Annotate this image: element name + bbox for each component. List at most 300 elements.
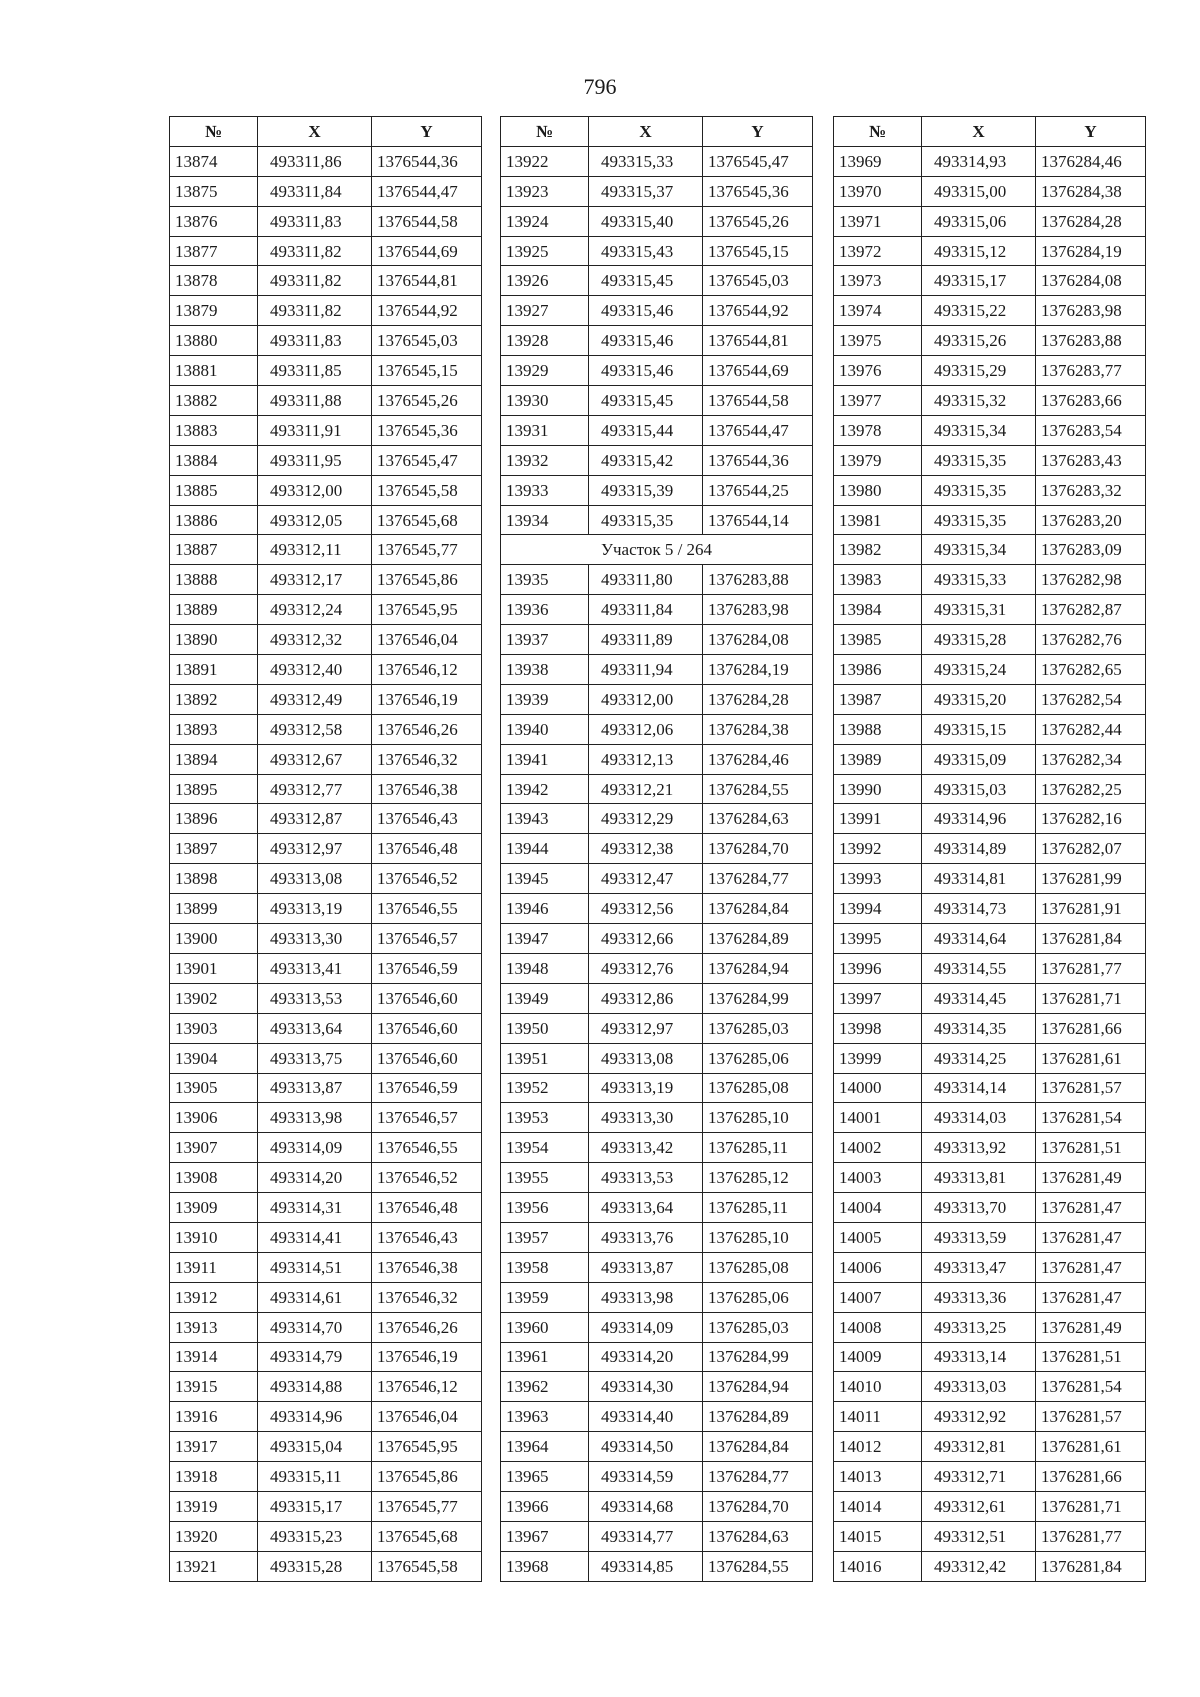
y-coordinate-cell: 1376544,36 [703, 445, 813, 475]
y-coordinate-cell: 1376283,66 [1036, 386, 1146, 416]
y-coordinate-cell: 1376282,98 [1036, 565, 1146, 595]
x-coordinate-cell: 493315,39 [589, 475, 703, 505]
point-number-cell: 13978 [834, 415, 922, 445]
table-row [834, 1402, 1146, 1432]
x-coordinate-cell: 493314,25 [922, 1043, 1036, 1073]
table-row [501, 1252, 813, 1282]
x-coordinate-cell: 493312,40 [258, 655, 372, 685]
x-coordinate-cell: 493315,46 [589, 326, 703, 356]
x-coordinate-cell: 493314,89 [922, 834, 1036, 864]
table-row [501, 924, 813, 954]
table-row [834, 1462, 1146, 1492]
table-row [501, 1372, 813, 1402]
table-row [170, 1193, 482, 1223]
point-number-cell: 14007 [834, 1282, 922, 1312]
point-number-cell: 13974 [834, 296, 922, 326]
y-coordinate-cell: 1376545,47 [703, 146, 813, 176]
point-number-cell: 13972 [834, 236, 922, 266]
point-number-cell: 13957 [501, 1222, 589, 1252]
table-row [501, 953, 813, 983]
table-row [501, 1432, 813, 1462]
y-coordinate-cell: 1376546,48 [372, 1193, 482, 1223]
table-row [170, 176, 482, 206]
table-row [170, 266, 482, 296]
table-row [834, 924, 1146, 954]
y-coordinate-cell: 1376546,57 [372, 1103, 482, 1133]
point-number-cell: 13936 [501, 595, 589, 625]
y-coordinate-cell: 1376284,77 [703, 1462, 813, 1492]
table-row [170, 386, 482, 416]
x-coordinate-cell: 493312,21 [589, 774, 703, 804]
y-coordinate-cell: 1376546,43 [372, 804, 482, 834]
x-coordinate-cell: 493312,11 [258, 535, 372, 565]
table-row [170, 1342, 482, 1372]
x-coordinate-cell: 493311,80 [589, 565, 703, 595]
table-row [834, 475, 1146, 505]
point-number-cell: 13929 [501, 356, 589, 386]
table-row [170, 1551, 482, 1581]
table-row [501, 1013, 813, 1043]
y-coordinate-cell: 1376285,03 [703, 1013, 813, 1043]
header-x: X [589, 117, 703, 147]
x-coordinate-cell: 493315,00 [922, 176, 1036, 206]
point-number-cell: 13952 [501, 1073, 589, 1103]
y-coordinate-cell: 1376545,26 [372, 386, 482, 416]
x-coordinate-cell: 493314,03 [922, 1103, 1036, 1133]
point-number-cell: 13956 [501, 1193, 589, 1223]
y-coordinate-cell: 1376544,36 [372, 146, 482, 176]
point-number-cell: 13881 [170, 356, 258, 386]
point-number-cell: 13900 [170, 924, 258, 954]
y-coordinate-cell: 1376283,09 [1036, 535, 1146, 565]
x-coordinate-cell: 493314,64 [922, 924, 1036, 954]
y-coordinate-cell: 1376546,52 [372, 864, 482, 894]
table-row [170, 1222, 482, 1252]
x-coordinate-cell: 493312,29 [589, 804, 703, 834]
table-row [501, 714, 813, 744]
y-coordinate-cell: 1376284,70 [703, 834, 813, 864]
point-number-cell: 13883 [170, 415, 258, 445]
y-coordinate-cell: 1376284,77 [703, 864, 813, 894]
table-row [834, 1372, 1146, 1402]
x-coordinate-cell: 493315,42 [589, 445, 703, 475]
table-row [834, 625, 1146, 655]
point-number-cell: 13891 [170, 655, 258, 685]
section-row [501, 535, 813, 565]
x-coordinate-cell: 493312,42 [922, 1551, 1036, 1581]
x-coordinate-cell: 493315,34 [922, 415, 1036, 445]
x-coordinate-cell: 493315,15 [922, 714, 1036, 744]
point-number-cell: 13888 [170, 565, 258, 595]
table-row [834, 206, 1146, 236]
x-coordinate-cell: 493313,30 [589, 1103, 703, 1133]
point-number-cell: 13916 [170, 1402, 258, 1432]
header-y: Y [1036, 117, 1146, 147]
table-row [501, 834, 813, 864]
y-coordinate-cell: 1376281,57 [1036, 1402, 1146, 1432]
x-coordinate-cell: 493312,47 [589, 864, 703, 894]
point-number-cell: 13928 [501, 326, 589, 356]
table-row [501, 326, 813, 356]
x-coordinate-cell: 493314,77 [589, 1521, 703, 1551]
y-coordinate-cell: 1376545,77 [372, 1491, 482, 1521]
x-coordinate-cell: 493313,64 [258, 1013, 372, 1043]
y-coordinate-cell: 1376545,26 [703, 206, 813, 236]
point-number-cell: 13941 [501, 744, 589, 774]
table-row [501, 1551, 813, 1581]
x-coordinate-cell: 493313,59 [922, 1222, 1036, 1252]
table-row [501, 684, 813, 714]
table-row [170, 1462, 482, 1492]
point-number-cell: 13939 [501, 684, 589, 714]
table-row [834, 864, 1146, 894]
table-row [834, 744, 1146, 774]
x-coordinate-cell: 493312,38 [589, 834, 703, 864]
y-coordinate-cell: 1376283,88 [1036, 326, 1146, 356]
x-coordinate-cell: 493313,64 [589, 1193, 703, 1223]
x-coordinate-cell: 493312,51 [922, 1521, 1036, 1551]
table-row [834, 1013, 1146, 1043]
y-coordinate-cell: 1376546,04 [372, 625, 482, 655]
x-coordinate-cell: 493311,91 [258, 415, 372, 445]
table-row [170, 834, 482, 864]
y-coordinate-cell: 1376545,58 [372, 475, 482, 505]
table-row [170, 625, 482, 655]
table-row [501, 804, 813, 834]
y-coordinate-cell: 1376282,07 [1036, 834, 1146, 864]
table-row [170, 1043, 482, 1073]
y-coordinate-cell: 1376285,12 [703, 1163, 813, 1193]
x-coordinate-cell: 493315,33 [589, 146, 703, 176]
table-row [170, 445, 482, 475]
table-row [501, 176, 813, 206]
y-coordinate-cell: 1376546,32 [372, 1282, 482, 1312]
point-number-cell: 13889 [170, 595, 258, 625]
y-coordinate-cell: 1376284,08 [1036, 266, 1146, 296]
y-coordinate-cell: 1376284,55 [703, 1551, 813, 1581]
y-coordinate-cell: 1376546,60 [372, 1013, 482, 1043]
x-coordinate-cell: 493313,87 [589, 1252, 703, 1282]
x-coordinate-cell: 493311,86 [258, 146, 372, 176]
x-coordinate-cell: 493313,98 [258, 1103, 372, 1133]
y-coordinate-cell: 1376546,60 [372, 983, 482, 1013]
y-coordinate-cell: 1376285,06 [703, 1282, 813, 1312]
table-row [501, 266, 813, 296]
table-row [834, 774, 1146, 804]
x-coordinate-cell: 493311,82 [258, 296, 372, 326]
y-coordinate-cell: 1376285,10 [703, 1222, 813, 1252]
point-number-cell: 13926 [501, 266, 589, 296]
y-coordinate-cell: 1376284,84 [703, 1432, 813, 1462]
table-row [170, 326, 482, 356]
table-row [834, 804, 1146, 834]
x-coordinate-cell: 493314,93 [922, 146, 1036, 176]
x-coordinate-cell: 493314,85 [589, 1551, 703, 1581]
point-number-cell: 13935 [501, 565, 589, 595]
table-row [834, 1222, 1146, 1252]
y-coordinate-cell: 1376281,71 [1036, 1491, 1146, 1521]
y-coordinate-cell: 1376546,19 [372, 1342, 482, 1372]
y-coordinate-cell: 1376545,95 [372, 595, 482, 625]
x-coordinate-cell: 493312,32 [258, 625, 372, 655]
x-coordinate-cell: 493312,00 [258, 475, 372, 505]
point-number-cell: 13999 [834, 1043, 922, 1073]
y-coordinate-cell: 1376281,47 [1036, 1193, 1146, 1223]
x-coordinate-cell: 493313,70 [922, 1193, 1036, 1223]
x-coordinate-cell: 493312,05 [258, 505, 372, 535]
x-coordinate-cell: 493314,51 [258, 1252, 372, 1282]
table-row [170, 1432, 482, 1462]
x-coordinate-cell: 493311,85 [258, 356, 372, 386]
point-number-cell: 13909 [170, 1193, 258, 1223]
table-row [834, 1342, 1146, 1372]
table-row [501, 565, 813, 595]
y-coordinate-cell: 1376283,43 [1036, 445, 1146, 475]
section-title: Участок 5 / 264 [501, 535, 813, 565]
y-coordinate-cell: 1376546,48 [372, 834, 482, 864]
y-coordinate-cell: 1376285,10 [703, 1103, 813, 1133]
x-coordinate-cell: 493314,31 [258, 1193, 372, 1223]
x-coordinate-cell: 493315,23 [258, 1521, 372, 1551]
x-coordinate-cell: 493313,08 [258, 864, 372, 894]
table-row [834, 1103, 1146, 1133]
x-coordinate-cell: 493314,96 [922, 804, 1036, 834]
point-number-cell: 13996 [834, 953, 922, 983]
x-coordinate-cell: 493315,09 [922, 744, 1036, 774]
y-coordinate-cell: 1376284,63 [703, 804, 813, 834]
x-coordinate-cell: 493313,53 [589, 1163, 703, 1193]
table-row [501, 1402, 813, 1432]
x-coordinate-cell: 493313,30 [258, 924, 372, 954]
y-coordinate-cell: 1376283,32 [1036, 475, 1146, 505]
x-coordinate-cell: 493315,24 [922, 655, 1036, 685]
y-coordinate-cell: 1376545,03 [703, 266, 813, 296]
table-row [170, 1372, 482, 1402]
point-number-cell: 13932 [501, 445, 589, 475]
table-row [834, 983, 1146, 1013]
y-coordinate-cell: 1376284,46 [703, 744, 813, 774]
x-coordinate-cell: 493313,08 [589, 1043, 703, 1073]
y-coordinate-cell: 1376546,43 [372, 1222, 482, 1252]
x-coordinate-cell: 493313,92 [922, 1133, 1036, 1163]
table-row [501, 445, 813, 475]
x-coordinate-cell: 493313,14 [922, 1342, 1036, 1372]
y-coordinate-cell: 1376546,04 [372, 1402, 482, 1432]
table-row [170, 864, 482, 894]
y-coordinate-cell: 1376281,77 [1036, 953, 1146, 983]
y-coordinate-cell: 1376281,61 [1036, 1043, 1146, 1073]
x-coordinate-cell: 493315,17 [258, 1491, 372, 1521]
point-number-cell: 13994 [834, 894, 922, 924]
table-header-row [170, 117, 482, 147]
point-number-cell: 13955 [501, 1163, 589, 1193]
x-coordinate-cell: 493311,82 [258, 266, 372, 296]
table-row [170, 744, 482, 774]
x-coordinate-cell: 493315,43 [589, 236, 703, 266]
y-coordinate-cell: 1376544,92 [372, 296, 482, 326]
table-row [501, 1282, 813, 1312]
y-coordinate-cell: 1376284,94 [703, 1372, 813, 1402]
x-coordinate-cell: 493314,73 [922, 894, 1036, 924]
x-coordinate-cell: 493315,12 [922, 236, 1036, 266]
x-coordinate-cell: 493313,98 [589, 1282, 703, 1312]
table-row [170, 1521, 482, 1551]
table-row [170, 1013, 482, 1043]
point-number-cell: 14013 [834, 1462, 922, 1492]
y-coordinate-cell: 1376281,47 [1036, 1252, 1146, 1282]
table-row [170, 924, 482, 954]
table-row [834, 595, 1146, 625]
y-coordinate-cell: 1376544,81 [703, 326, 813, 356]
y-coordinate-cell: 1376545,15 [703, 236, 813, 266]
x-coordinate-cell: 493314,55 [922, 953, 1036, 983]
x-coordinate-cell: 493312,86 [589, 983, 703, 1013]
point-number-cell: 13992 [834, 834, 922, 864]
point-number-cell: 13887 [170, 535, 258, 565]
y-coordinate-cell: 1376281,47 [1036, 1222, 1146, 1252]
table-row [834, 1252, 1146, 1282]
point-number-cell: 13892 [170, 684, 258, 714]
x-coordinate-cell: 493313,41 [258, 953, 372, 983]
y-coordinate-cell: 1376544,69 [703, 356, 813, 386]
point-number-cell: 13877 [170, 236, 258, 266]
point-number-cell: 13986 [834, 655, 922, 685]
table-row [501, 1491, 813, 1521]
point-number-cell: 13905 [170, 1073, 258, 1103]
point-number-cell: 13971 [834, 206, 922, 236]
point-number-cell: 14000 [834, 1073, 922, 1103]
x-coordinate-cell: 493313,19 [258, 894, 372, 924]
table-row [170, 774, 482, 804]
point-number-cell: 13927 [501, 296, 589, 326]
table-row [501, 894, 813, 924]
point-number-cell: 14016 [834, 1551, 922, 1581]
y-coordinate-cell: 1376545,68 [372, 1521, 482, 1551]
point-number-cell: 14006 [834, 1252, 922, 1282]
point-number-cell: 13954 [501, 1133, 589, 1163]
table-row [501, 1133, 813, 1163]
y-coordinate-cell: 1376284,08 [703, 625, 813, 655]
table-row [170, 206, 482, 236]
point-number-cell: 13953 [501, 1103, 589, 1133]
point-number-cell: 13947 [501, 924, 589, 954]
y-coordinate-cell: 1376545,36 [703, 176, 813, 206]
table-row [170, 1133, 482, 1163]
y-coordinate-cell: 1376546,52 [372, 1163, 482, 1193]
table-row [170, 1312, 482, 1342]
point-number-cell: 13925 [501, 236, 589, 266]
point-number-cell: 13934 [501, 505, 589, 535]
point-number-cell: 13945 [501, 864, 589, 894]
table-row [170, 1282, 482, 1312]
y-coordinate-cell: 1376284,89 [703, 924, 813, 954]
x-coordinate-cell: 493314,45 [922, 983, 1036, 1013]
coordinates-table-3 [833, 116, 1146, 1582]
point-number-cell: 13879 [170, 296, 258, 326]
point-number-cell: 13906 [170, 1103, 258, 1133]
x-coordinate-cell: 493312,77 [258, 774, 372, 804]
table-row [170, 565, 482, 595]
y-coordinate-cell: 1376284,99 [703, 1342, 813, 1372]
table-row [170, 714, 482, 744]
table-row [501, 1521, 813, 1551]
table-row [170, 1073, 482, 1103]
y-coordinate-cell: 1376545,58 [372, 1551, 482, 1581]
x-coordinate-cell: 493315,17 [922, 266, 1036, 296]
x-coordinate-cell: 493312,97 [258, 834, 372, 864]
y-coordinate-cell: 1376546,38 [372, 1252, 482, 1282]
y-coordinate-cell: 1376544,81 [372, 266, 482, 296]
point-number-cell: 13890 [170, 625, 258, 655]
x-coordinate-cell: 493315,31 [922, 595, 1036, 625]
point-number-cell: 13882 [170, 386, 258, 416]
point-number-cell: 13977 [834, 386, 922, 416]
point-number-cell: 13895 [170, 774, 258, 804]
x-coordinate-cell: 493314,59 [589, 1462, 703, 1492]
table-row [501, 1043, 813, 1073]
y-coordinate-cell: 1376283,98 [703, 595, 813, 625]
y-coordinate-cell: 1376281,49 [1036, 1163, 1146, 1193]
y-coordinate-cell: 1376285,11 [703, 1133, 813, 1163]
point-number-cell: 13878 [170, 266, 258, 296]
x-coordinate-cell: 493312,06 [589, 714, 703, 744]
x-coordinate-cell: 493312,24 [258, 595, 372, 625]
x-coordinate-cell: 493314,40 [589, 1402, 703, 1432]
y-coordinate-cell: 1376284,55 [703, 774, 813, 804]
point-number-cell: 14011 [834, 1402, 922, 1432]
table-row [501, 386, 813, 416]
y-coordinate-cell: 1376284,28 [703, 684, 813, 714]
point-number-cell: 13951 [501, 1043, 589, 1073]
table-row [501, 1193, 813, 1223]
y-coordinate-cell: 1376284,38 [703, 714, 813, 744]
x-coordinate-cell: 493313,76 [589, 1222, 703, 1252]
y-coordinate-cell: 1376281,51 [1036, 1342, 1146, 1372]
point-number-cell: 13985 [834, 625, 922, 655]
y-coordinate-cell: 1376281,54 [1036, 1103, 1146, 1133]
x-coordinate-cell: 493315,28 [922, 625, 1036, 655]
point-number-cell: 13961 [501, 1342, 589, 1372]
table-row [501, 356, 813, 386]
y-coordinate-cell: 1376284,89 [703, 1402, 813, 1432]
x-coordinate-cell: 493312,13 [589, 744, 703, 774]
table-row [834, 505, 1146, 535]
x-coordinate-cell: 493313,03 [922, 1372, 1036, 1402]
y-coordinate-cell: 1376545,95 [372, 1432, 482, 1462]
table-row [834, 326, 1146, 356]
point-number-cell: 13987 [834, 684, 922, 714]
x-coordinate-cell: 493315,32 [922, 386, 1036, 416]
y-coordinate-cell: 1376546,59 [372, 953, 482, 983]
table-row [501, 744, 813, 774]
point-number-cell: 13973 [834, 266, 922, 296]
table-row [501, 146, 813, 176]
point-number-cell: 13885 [170, 475, 258, 505]
x-coordinate-cell: 493315,20 [922, 684, 1036, 714]
table-row [501, 415, 813, 445]
y-coordinate-cell: 1376281,66 [1036, 1013, 1146, 1043]
header-x: X [922, 117, 1036, 147]
header-no: № [834, 117, 922, 147]
point-number-cell: 13997 [834, 983, 922, 1013]
point-number-cell: 13911 [170, 1252, 258, 1282]
point-number-cell: 13975 [834, 326, 922, 356]
table-row [501, 1103, 813, 1133]
table-header-row [501, 117, 813, 147]
y-coordinate-cell: 1376544,69 [372, 236, 482, 266]
point-number-cell: 13937 [501, 625, 589, 655]
x-coordinate-cell: 493315,40 [589, 206, 703, 236]
